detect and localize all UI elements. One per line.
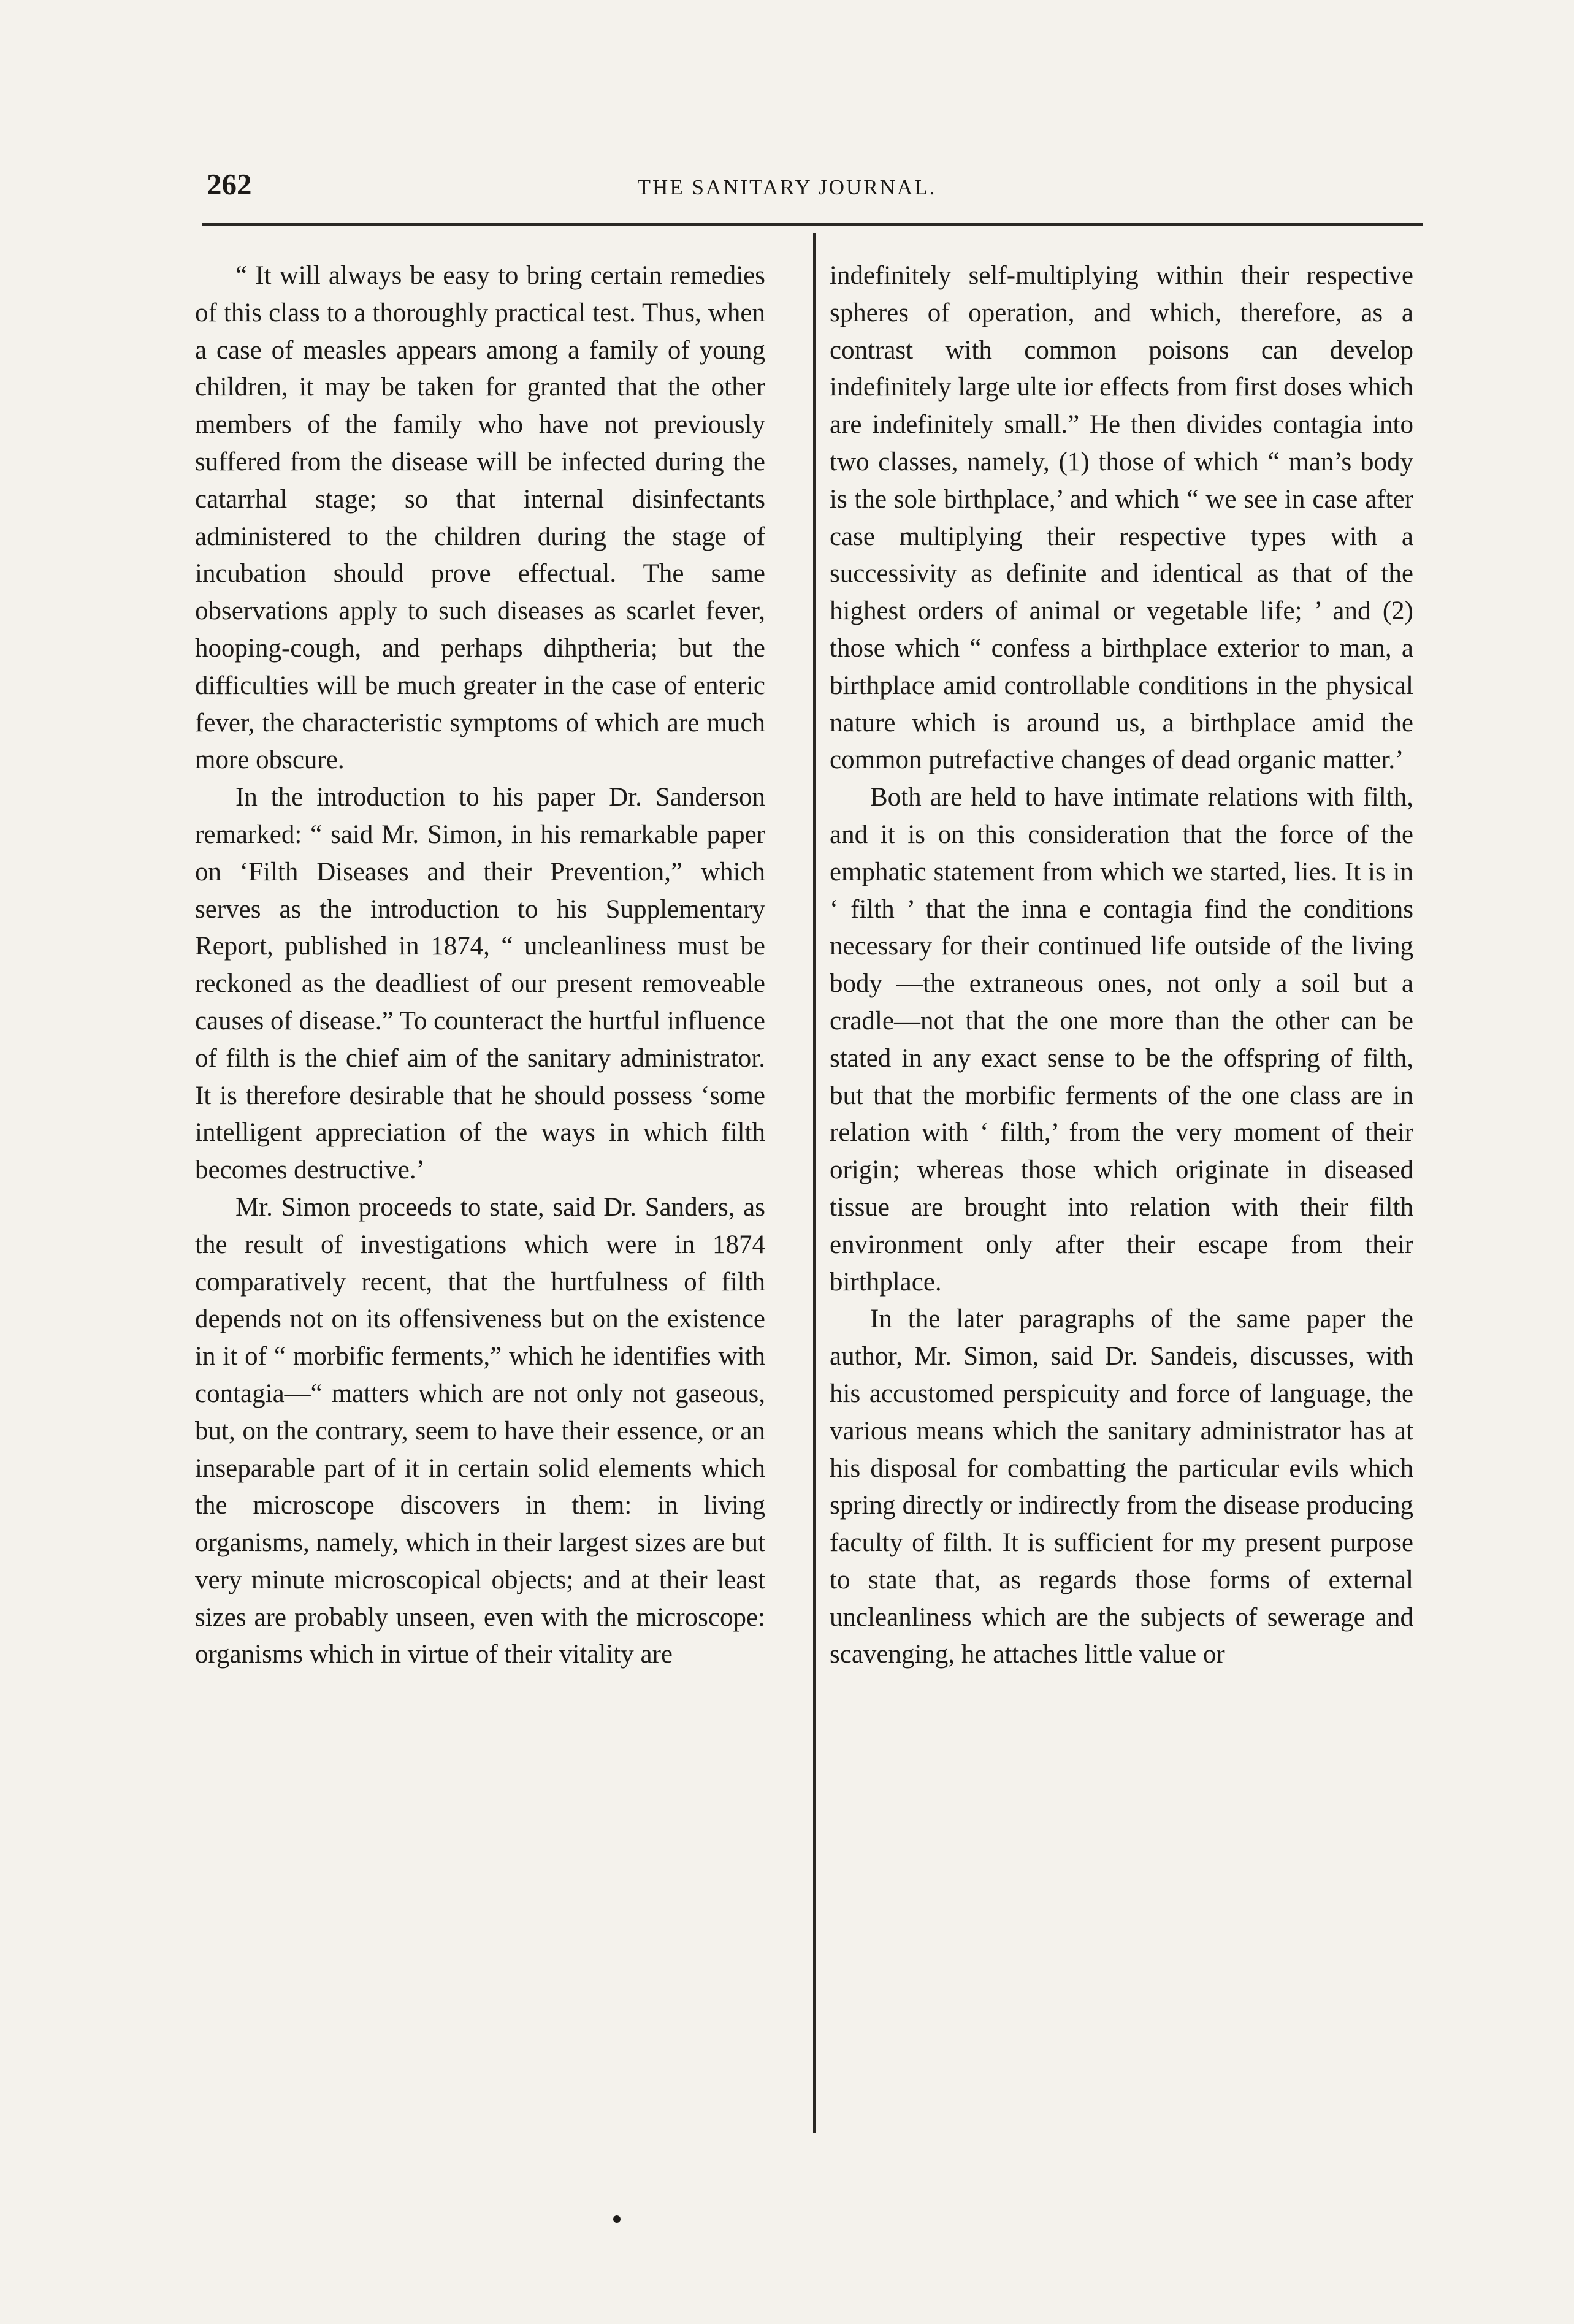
page-number: 262 <box>207 167 252 201</box>
left-paragraph-2: In the introduction to his paper Dr. Sanderson remarked: “ said Mr. Simon, in his remarkable paper on ‘Filth Diseases and their Prevention,” which serves as the introduction to his Supplementary Report, published in 1874, “ uncleanliness must be reckoned as the deadliest of our present removeable causes of disease.” To counteract the hurtful influence of filth is the chief aim of the sanitary administrator. It is therefore desirable that he should possess ‘some intelligent appreciation of the ways in which filth becomes destructive.’ <box>195 783 765 1185</box>
right-paragraph-3: In the later paragraphs of the same paper the author, Mr. Simon, said Dr. Sandeis, discusses, with his accustomed perspicuity and force of language, the various means which the sanitary administrator has at his disposal for combatting the particular evils which spring directly or indirectly from the disease producing faculty of filth. It is sufficient for my present purpose to state that, as regards those forms of external uncleanliness which are the subjects of sewerage and scavenging, he attaches little value or <box>830 1305 1413 1669</box>
left-column <box>195 257 765 1674</box>
header-rule <box>202 223 1423 226</box>
right-column <box>830 257 1413 1674</box>
running-title: THE SANITARY JOURNAL. <box>637 175 937 199</box>
right-paragraph-1: indefinitely self-multiplying within their respective spheres of operation, and which, therefore, as a contrast with common poisons can develop indefinitely large ulte ior effects from first doses which are indefinitely small.” He then divides contagia into two classes, namely, (1) those of which “ man’s body is the sole birthplace,’ and which “ we see in case after case multiplying their respective types with a successivity as definite and identical as that of the highest orders of animal or vegetable life; ’ and (2) those which “ confess a birthplace exterior to man, a birthplace amid controllable conditions in the physical nature which is around us, a birthplace amid the common putrefactive changes of dead organic matter.’ <box>830 261 1413 775</box>
footer-mark <box>613 2215 621 2223</box>
left-paragraph-3: Mr. Simon proceeds to state, said Dr. Sanders, as the result of investigations which were in 1874 comparatively recent, that the hurtfulness of filth depends not on its offensiveness but on the existence in it of “ morbific ferments,” which he identifies with contagia—“ matters which are not only not gaseous, but, on the contrary, seem to have their essence, or an inseparable part of it in certain solid elements which the microscope discovers in them: in living organisms, namely, which in their largest sizes are but very minute microscopical objects; and at their least sizes are probably unseen, even with the microscope: organisms which in virtue of their vitality are <box>195 1192 765 1669</box>
left-paragraph-1: “ It will always be easy to bring certain remedies of this class to a thoroughly practical test. Thus, when a case of measles appears among a family of young children, it may be taken for granted that the other members of the family who have not previously suffered from the disease will be infected during the catarrhal stage; so that internal disinfectants administered to the children during the stage of incubation should prove effectual. The same observations apply to such diseases as scarlet fever, hooping-cough, and perhaps dihptheria; but the difficulties will be much greater in the case of enteric fever, the characteristic symptoms of which are much more obscure. <box>195 261 765 775</box>
column-divider <box>813 233 816 2133</box>
right-paragraph-2: Both are held to have intimate relations with filth, and it is on this consideration that the force of the emphatic statement from which we started, lies. It is in ‘ filth ’ that the inna e contagia find the conditions necessary for their continued life outside of the living body —the extraneous ones, not only a soil but a cradle—not that the one more than the other can be stated in any exact sense to be the offspring of filth, but that the morbific ferments of the one class are in relation with ‘ filth,’ from the very moment of their origin; whereas those which originate in diseased tissue are brought into relation with their filth environment only after their escape from their birthplace. <box>830 783 1413 1297</box>
